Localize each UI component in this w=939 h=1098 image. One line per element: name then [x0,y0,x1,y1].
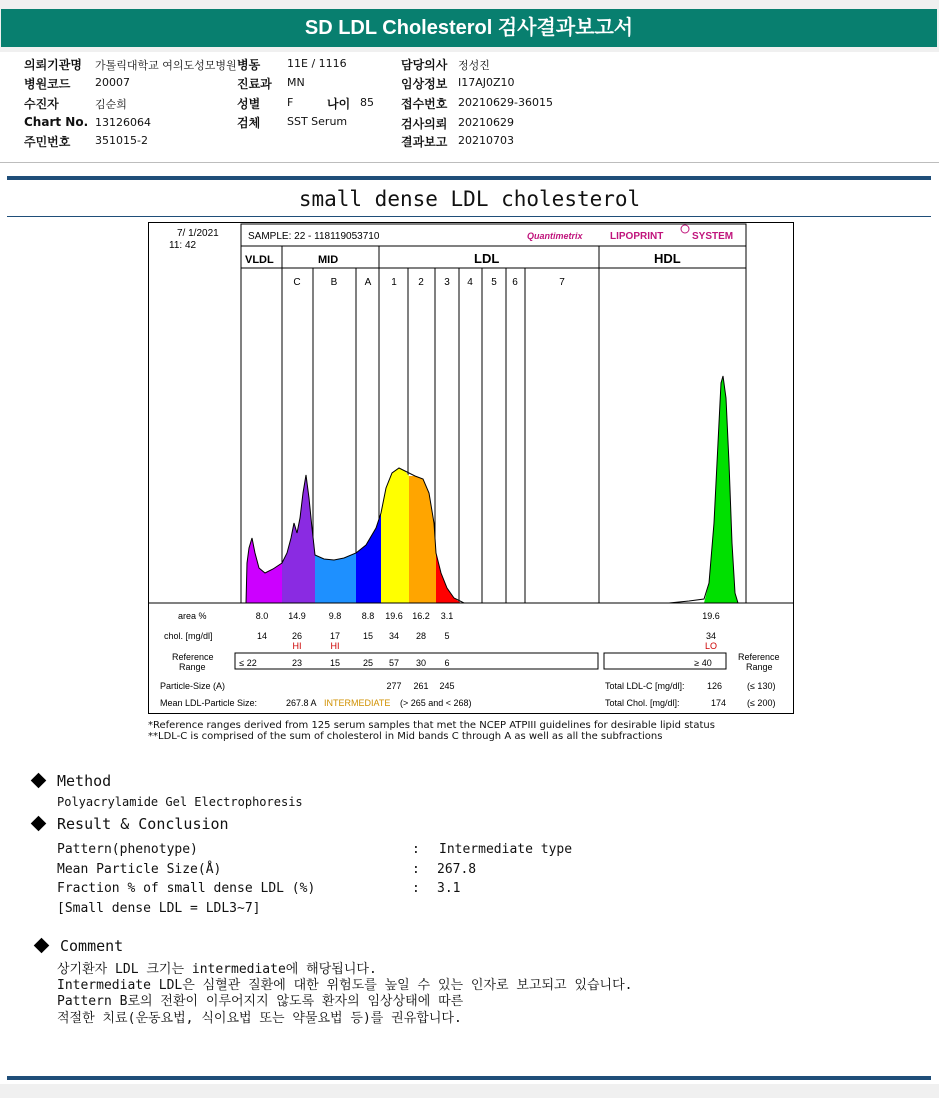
ref-c: 23 [291,658,303,668]
footer-divider [7,1076,931,1080]
result-label-fraction: Fraction % of small dense LDL (%) [57,881,316,896]
chart-no-label: Chart No. [24,115,89,129]
result-value-size: 267.8 [437,862,477,877]
result-value-fraction: 3.1 [437,881,461,896]
ward-value: 11E / 1116 [287,57,347,70]
curve-area-1 [381,468,409,603]
area-pct-a: 8.8 [361,611,375,621]
total-chol-ref: (≤ 200) [747,698,776,708]
particle-1: 277 [386,681,402,691]
curve-area-b [315,553,356,603]
curve-area-hdl [704,376,738,603]
total-chol-value: 174 [711,698,727,708]
patient-name-value: 김순희 [95,98,127,111]
row-label-chol: chol. [mg/dl] [164,631,213,641]
band-label-5: 5 [491,277,497,288]
result-colon: : [412,862,420,877]
specimen-label: 검체 [237,116,261,130]
band-label-b: B [330,277,338,288]
lipoprint-chart [148,222,794,714]
total-ldlc-ref: (≤ 130) [747,681,776,691]
flag-b: HI [330,641,340,651]
result-colon: : [412,881,420,896]
row-label-area: area % [178,611,207,621]
sex-label: 성별 [237,97,261,111]
footnote-ldlc: **LDL-C is comprised of the sum of cholesterol in Mid bands C through A as well as all the subfractions [148,731,663,742]
specimen-value: SST Serum [287,115,348,128]
area-pct-c: 14.9 [288,611,306,621]
divider [0,162,939,163]
band-label-c: C [293,277,301,288]
ward-label: 병동 [237,58,261,72]
result-colon: : [412,842,420,857]
result-footnote: [Small dense LDL = LDL3~7] [57,901,261,916]
department-value: MN [287,76,305,89]
registered-mark-icon [681,225,689,233]
sex-value: F [287,96,294,109]
area-pct-2: 16.2 [412,611,430,621]
bottom-strip [0,1084,939,1098]
particle-2: 261 [413,681,429,691]
hospital-label: 의뢰기관명 [24,58,82,72]
ref-b: 15 [329,658,341,668]
chol-c: 26 [291,631,303,641]
total-ldlc-label: Total LDL-C [mg/dl]: [605,681,685,691]
comment-line: 적절한 치료(운동요법, 식이요법 또는 약물요법 등)를 권유합니다. [57,1011,462,1026]
band-label-4: 4 [467,277,473,288]
row-label-ref: Reference [172,652,214,662]
ref-a: 25 [362,658,374,668]
ref-2: 30 [415,658,427,668]
age-value: 85 [360,96,374,109]
flag-c: HI [292,641,302,651]
chart-time: 11: 42 [169,240,197,251]
curve-area-a [356,513,381,603]
section-divider-top [7,176,931,180]
hospital-code-label: 병원코드 [24,77,71,91]
request-date-label: 검사의뢰 [401,117,448,131]
result-label-size: Mean Particle Size(Å) [57,862,222,877]
bullet-diamond-icon [34,938,50,954]
clinical-info-label: 임상정보 [401,77,448,91]
ref-hdl: ≥ 40 [694,658,712,668]
chart-date: 7/ 1/2021 [177,228,219,239]
curve-area-c [282,475,315,603]
comment-line: Pattern B로의 전환이 이루어지지 않도록 환자의 임상상태에 따른 [57,994,464,1009]
comment-heading: Comment [60,937,124,955]
result-value-pattern: Intermediate type [439,842,573,857]
system-suffix: SYSTEM [692,231,734,242]
band-label-3: 3 [444,277,450,288]
request-date-value: 20210629 [458,116,514,129]
method-heading: Method [57,772,112,790]
row-label-ref-right-2: Range [746,662,773,672]
receipt-no-label: 접수번호 [401,97,448,111]
total-ldlc-value: 126 [707,681,723,691]
band-label-a: A [364,277,372,288]
department-label: 진료과 [237,77,272,91]
band-label-2: 2 [418,277,424,288]
row-label-ref-right: Reference [738,652,780,662]
region-label-mid: MID [318,254,339,266]
method-text: Polyacrylamide Gel Electrophoresis [57,795,303,809]
mean-size-type: INTERMEDIATE [324,698,391,708]
area-pct-hdl: 19.6 [702,611,720,621]
patient-name-label: 수진자 [24,97,59,111]
clinical-info-value: I17AJ0Z10 [458,76,515,89]
age-label: 나이 [327,97,351,111]
bullet-diamond-icon [31,816,47,832]
sample-id: SAMPLE: 22 - 118119053710 [248,231,380,242]
band-label-1: 1 [391,277,397,288]
report-date-value: 20210703 [458,134,514,147]
area-pct-1: 19.6 [385,611,403,621]
chart-no-value: 13126064 [95,116,151,129]
hospital-value: 가톨릭대학교 여의도성모병원 [95,59,237,72]
band-label-7: 7 [559,277,565,288]
comment-line: Intermediate LDL은 심혈관 질환에 대한 위험도를 높일 수 있는 인자로 보고되고 있습니다. [57,978,633,993]
chol-vldl: 14 [256,631,268,641]
particle-3: 245 [439,681,455,691]
mean-size-range: (> 265 and < 268) [400,698,472,708]
mean-size-value: 267.8 A [286,698,317,708]
chol-1: 34 [388,631,400,641]
result-label-pattern: Pattern(phenotype) [57,842,198,857]
resident-no-label: 주민번호 [24,135,71,149]
ref-1: 57 [388,658,400,668]
bullet-diamond-icon [31,773,47,789]
resident-no-value: 351015-2 [95,134,148,147]
report-date-label: 결과보고 [401,135,448,149]
band-label-6: 6 [512,277,518,288]
row-label-ref-2: Range [179,662,206,672]
region-label-hdl: HDL [654,251,681,266]
region-label-vldl: VLDL [245,254,274,266]
row-label-particle: Particle-Size (A) [160,681,226,691]
section-divider-bottom [7,216,931,217]
result-heading: Result & Conclusion [57,815,229,833]
flag-hdl: LO [704,641,718,651]
report-title: SD LDL Cholesterol 검사결과보고서 [1,9,937,47]
row-label-mean: Mean LDL-Particle Size: [160,698,258,708]
section-title: small dense LDL cholesterol [298,187,641,211]
area-pct-b: 9.8 [328,611,342,621]
ref-vldl: ≤ 22 [239,658,257,668]
chol-2: 28 [415,631,427,641]
hospital-code-value: 20007 [95,76,130,89]
total-chol-label: Total Chol. [mg/dl]: [605,698,680,708]
doctor-label: 담당의사 [401,58,448,72]
chol-3: 5 [444,631,450,641]
receipt-no-value: 20210629-36015 [458,96,553,109]
system-brand: Quantimetrix [527,231,583,241]
system-name: LIPOPRINT [610,231,664,242]
area-pct-3: 3.1 [440,611,454,621]
ref-3: 6 [444,658,450,668]
lipoprint-chart-svg [149,223,793,713]
footnote-reference: *Reference ranges derived from 125 serum samples that met the NCEP ATPIII guidelines for desirable lipid status [148,720,715,731]
area-pct-vldl: 8.0 [255,611,269,621]
comment-line: 상기환자 LDL 크기는 intermediate에 해당됩니다. [57,962,377,977]
curve-area-2 [409,476,436,603]
chol-hdl: 34 [705,631,717,641]
doctor-value: 정성진 [458,59,490,72]
chol-b: 17 [329,631,341,641]
table-values [239,611,719,691]
curve-area-vldl [246,538,282,603]
chol-a: 15 [362,631,374,641]
region-label-ldl: LDL [474,251,500,266]
curve-area-3 [436,553,461,603]
